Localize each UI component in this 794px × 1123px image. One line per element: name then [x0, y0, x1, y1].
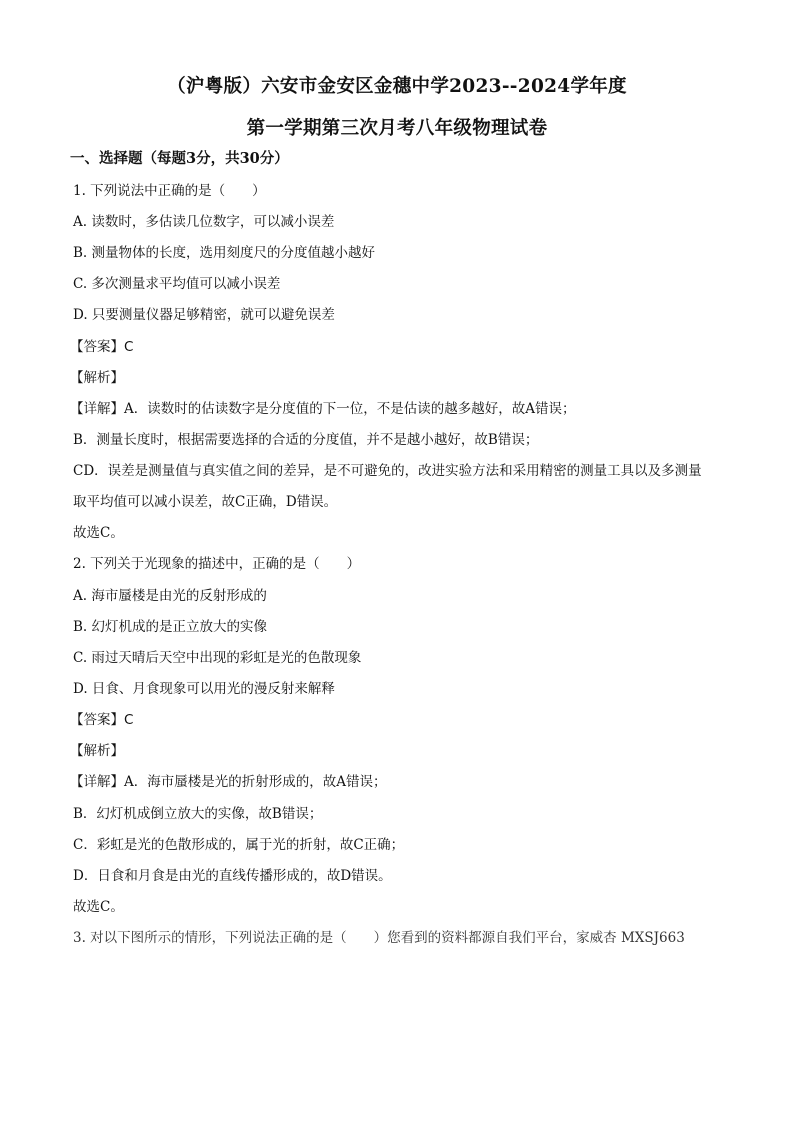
question-2-option-d: D. 日食、月食现象可以用光的漫反射来解释 — [73, 681, 335, 697]
question-1-detail-cd: CD．误差是测量值与真实值之间的差异，是不可避免的，改进实验方法和采用精密的测量工具以及多测量 — [73, 463, 702, 479]
question-2-detail-b: B．幻灯机成倒立放大的实像，故B错误； — [73, 806, 323, 822]
question-1-conclusion: 故选C。 — [73, 525, 124, 541]
question-2-option-a: A. 海市蜃楼是由光的反射形成的 — [73, 588, 267, 604]
question-2-detail-a: 【详解】A．海市蜃楼是光的折射形成的，故A错误； — [70, 774, 387, 790]
question-1-detail-b: B．测量长度时，根据需要选择的合适的分度值，并不是越小越好，故B错误； — [73, 432, 539, 448]
question-2-analysis-label: 【解析】 — [70, 743, 124, 759]
question-2-option-b: B. 幻灯机成的是正立放大的实像 — [73, 619, 268, 635]
question-1-answer: 【答案】C — [70, 339, 134, 355]
question-2-conclusion: 故选C。 — [73, 899, 124, 915]
question-2-detail-d: D．日食和月食是由光的直线传播形成的，故D错误。 — [73, 868, 392, 884]
question-2-detail-c: C．彩虹是光的色散形成的，属于光的折射，故C正确； — [73, 837, 405, 853]
question-1-detail-cd-continued: 取平均值可以减小误差，故C正确，D错误。 — [73, 494, 338, 510]
section-heading-choice: 一、选择题（每题3分，共30分） — [70, 150, 289, 167]
document-title-line-2: 第一学期第三次月考八年级物理试卷 — [246, 118, 548, 139]
question-2-stem: 2. 下列关于光现象的描述中，正确的是（ ） — [73, 556, 361, 572]
question-1-option-a: A. 读数时，多估读几位数字，可以减小误差 — [73, 214, 335, 230]
question-2-option-c: C. 雨过天晴后天空中出现的彩虹是光的色散现象 — [73, 650, 362, 666]
question-3-stem: 3. 对以下图所示的情形，下列说法正确的是（ ）您看到的资料都源自我们平台，家威杏 MXSJ663 — [73, 930, 685, 946]
question-1-option-b: B. 测量物体的长度，选用刻度尺的分度值越小越好 — [73, 245, 376, 261]
question-1-option-d: D. 只要测量仪器足够精密，就可以避免误差 — [73, 307, 335, 323]
question-1-analysis-label: 【解析】 — [70, 370, 124, 386]
question-1-stem: 1. 下列说法中正确的是（ ） — [73, 183, 266, 199]
question-1-detail-a: 【详解】A．读数时的估读数字是分度值的下一位，不是估读的越多越好，故A错误； — [70, 401, 576, 417]
question-2-answer: 【答案】C — [70, 712, 134, 728]
document-title-line-1: （沪粤版）六安市金安区金穗中学2023--2024学年度 — [167, 76, 627, 97]
question-1-option-c: C. 多次测量求平均值可以减小误差 — [73, 276, 281, 292]
